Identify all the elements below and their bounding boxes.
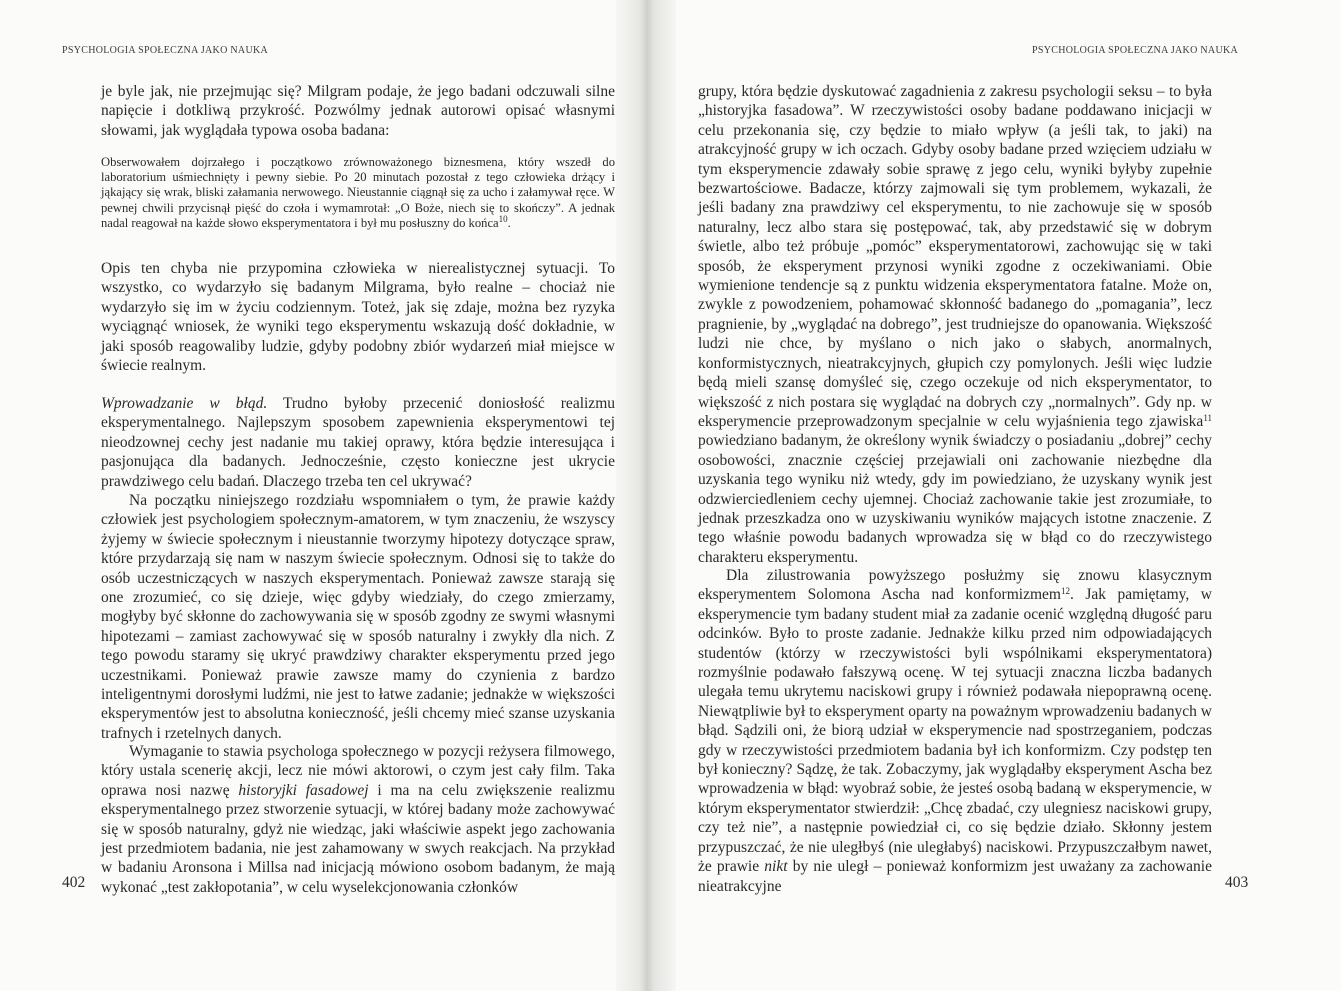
quote-end: . [507,215,511,230]
right-page-number: 403 [1225,874,1249,891]
left-p1-text: je byle jak, nie przejmując się? Milgram podaje, że jego badani odczuwali silne napięcie i dotkliwą przykrość. Pozwólmy jednak autorowi opisać własnymi słowami, jak wyglądała typowa osoba badana: [101,83,615,139]
right-running-head: PSYCHOLOGIA SPOŁECZNA JAKO NAUKA [1032,45,1239,56]
right-paragraph-2 [698,566,1212,896]
left-page [0,0,640,991]
quote-text: Obserwowałem dojrzałego i początkowo zrównoważonego biznesmena, który wszedł do laboratorium uśmiechnięty i pewny siebie. Po 20 minutach pozostał z tego człowieka drżący i jąkający się wrak, bliski załamania nerwowego. Nieustannie ciągnął się za ucho i załamywał ręce. W pewnej chwili przycisnął pięść do czoła i wymamrotał: „O Boże, niech się to skończy”. A jednak nadal reagował na każde słowo eksperymentatora i był mu posłuszny do końca [101,155,615,230]
left-p5-part-b: i ma na celu zwiększenie realizmu eksperymentalnego przez stworzenie sytuacji, w której badany może zachowywać się w sposób naturalny, gdyż nie wiedząc, jaki właściwie aspekt jego zachowania jest przedmiotem badania, nie jest zahamowany w swych reakcjach. Na przykład w badaniu Aronsona i Millsa nad inicjacją mówiono osobom badanym, że mają wykonać „test zakłopotania”, w celu wyselekcjonowania członków [101,781,615,896]
right-p1-part-a: grupy, która będzie dyskutować zagadnienia z zakresu psychologii seksu – to była „historyjka fasadowa”. W rzeczywistości osoby badane poddawano inicjacji w celu przekonania się, czy będzie to miało wpływ (a jeśli tak, to jaki) na atrakcyjność grupy w ich oczach. Gdyby osoby badane przed wzięciem udziału w tym eksperymencie zdawały sobie sprawę z jego celu, wyniki byłyby zupełnie bezwartościowe. Badacze, którzy zajmowali się tym problemem, wykazali, że jeśli badany zna prawdziwy cel eksperymentu, to nie zachowuje się w sposób naturalny, lecz albo stara się postępować, tak, aby przedstawić się w dobrym świetle, albo też próbuje „pomóc” eksperymentatorowi, zachowując się w taki sposób, że eksperyment przynosi wyniki zgodne z oczekiwaniami. Obie wymienione tendencje są z punktu widzenia eksperymentatora fatalne. Może on, zwykle z powodzeniem, pohamować skłonność badanego do „pomagania”, lecz pragnienie, by „wyglądać na dobrego”, jest trudniejsze do opanowania. Większość ludzi nie chce, by myślano o nich jako o słabych, anormalnych, konformistycznych, nieatrakcyjnych, głupich czy pomylonych. Jeśli więc ludzie będą mieli szansę domyśleć się, czego oczekuje od nich eksperymentator, to większość z nich postara się wyglądać na dobrych czy „normalnych”. Gdy np. w eksperymencie przeprowadzonym specjalnie w celu wyjaśnienia tego zjawiska [698,83,1212,430]
left-block-quote [101,155,615,231]
right-p2-part-c: by nie uległ – ponieważ konformizm jest uważany za zachowanie nieatrakcyjne [698,858,1212,895]
right-p2-part-a: Dla zilustrowania powyższego posłużmy się znowu klasycznym eksperymentem Solomona Ascha nad konformizmem [698,567,1212,604]
right-paragraph-1 [698,82,1212,567]
left-paragraph-1 [101,82,615,140]
left-page-number: 402 [62,874,86,891]
footnote-ref-12: 12 [1060,586,1070,597]
left-p4-text: Na początku niniejszego rozdziału wspomniałem o tym, że prawie każdy człowiek jest psychologiem społecznym-amatorem, w tym znaczeniu, że wszyscy żyjemy w świecie społecznym i nieustannie tworzymy hipotezy dotyczące spraw, które przydarzają się nam w naszym świecie społecznym. Odnosi się to także do osób uczestniczących w naszych eksperymentach. Ponieważ zawsze starają się one zrozumieć, co się dzieje, więc gdyby wiedziały, do czego zmierzamy, mogłyby być skłonne do zachowywania się w sposób zgodny ze swymi własnymi hipotezami – zamiast zachowywać się w sposób naturalny i zwykły dla nich. Z tego powodu staramy się ukryć prawdziwy charakter eksperymentu przed jego uczestnikami. Ponieważ prawie zawsze mamy do czynienia z bardzo inteligentnymi dorosłymi ludźmi, nie jest to łatwe zadanie; jednakże w większości eksperymentów jest to absolutna konieczność, jeśli chcemy mieć szanse uzyskania trafnych i rzetelnych danych. [101,492,615,742]
left-paragraph-4 [101,491,615,743]
right-p2-emphasis: nikt [764,858,788,876]
left-paragraph-5 [101,742,615,897]
section-heading-wprowadzanie: Wprowadzanie w błąd. [101,395,268,412]
left-paragraph-3 [101,394,615,491]
right-p2-part-b: . Jak pamiętamy, w eksperymencie tym badany student miał za zadanie ocenić względną długość paru odcinków. Było to proste zadanie. Jednakże kilku przed nim odpowiadających studentów (którzy w rzeczywistości byli wspólnikami eksperymentatora) rozmyślnie podawało fałszywą ocenę. W tej sytuacji znaczna liczba badanych ulegała temu ukrytemu naciskowi grupy i również podawała niepoprawną ocenę. Niewątpliwie był to eksperyment oparty na poważnym wprowadzeniu badanych w błąd. Sądzili oni, że biorą udział w eksperymencie nad spostrzeganiem, podczas gdy w rzeczywistości przedmiotem badania był ich konformizm. Czy podstęp ten był konieczny? Sądzę, że tak. Zobaczymy, jak wyglądałby eksperyment Ascha bez wprowadzenia w błąd: wyobraź sobie, że jesteś osobą badaną w eksperymencie, w którym eksperymentator stwierdził: „Chcę zbadać, czy ulegniesz naciskowi grupy, czy też nie”, a następnie powiedział ci, co się będzie działo. Skłonny jestem przypuszczać, że nie uległbyś (nie uległabyś) naciskowi. Przypuszczałbym nawet, że prawie [698,586,1212,876]
footnote-ref-10: 10 [498,213,508,224]
left-p5-part-a: Wymaganie to stawia psychologa społecznego w pozycji reżysera filmowego, który ustala scenerię akcji, lecz nie mówi aktorowi, o czym jest cały film. Taka oprawa nosi nazwę [101,743,615,799]
right-p1-part-b: powiedziano badanym, że określony wynik świadczy o posiadaniu „dobrej” cechy osobowości, znacznie częściej przejawiali oni zachowanie niezbędne dla uzyskania tego wyniku niż wtedy, gdy im powiedziano, że uzyskany wynik jest odzwierciedleniem cechy ujemnej. Chociaż zachowanie takie jest zrozumiałe, to jednak przeszkadza ono w uzyskiwaniu wyników mających istotne znaczenie. Z tego właśnie powodu badanych wprowadza się w błąd co do rzeczywistego charakteru eksperymentu. [698,432,1212,566]
left-paragraph-2 [101,259,615,375]
left-p3-text: Trudno byłoby przecenić doniosłość realizmu eksperymentalnego. Najlepszym sposobem zapewnienia eksperymentowi tej nieodzownej cechy jest nadanie mu takiej oprawy, która będzie interesująca i pasjonująca dla badanych. Jednocześnie, często konieczne jest ukrycie prawdziwego celu badań. Dlaczego trzeba ten cel ukrywać? [101,395,615,490]
footnote-ref-11: 11 [1203,412,1212,423]
right-page [672,0,1341,991]
left-p2-text: Opis ten chyba nie przypomina człowieka w nierealistycznej sytuacji. To wszystko, co wydarzyło się badanym Milgrama, było realne – chociaż nie wydarzyło się im w życiu codziennym. Toteż, jak się zdaje, można bez ryzyka wyciągnąć wniosek, że wyniki tego eksperymentu wskazują dość dokładnie, w jaki sposób reagowaliby ludzie, gdyby podobny zbiór wydarzeń miał miejsce w świecie realnym. [101,260,615,375]
left-running-head: PSYCHOLOGIA SPOŁECZNA JAKO NAUKA [62,45,269,56]
left-p5-emphasis: historyjki fasadowej [238,781,369,799]
